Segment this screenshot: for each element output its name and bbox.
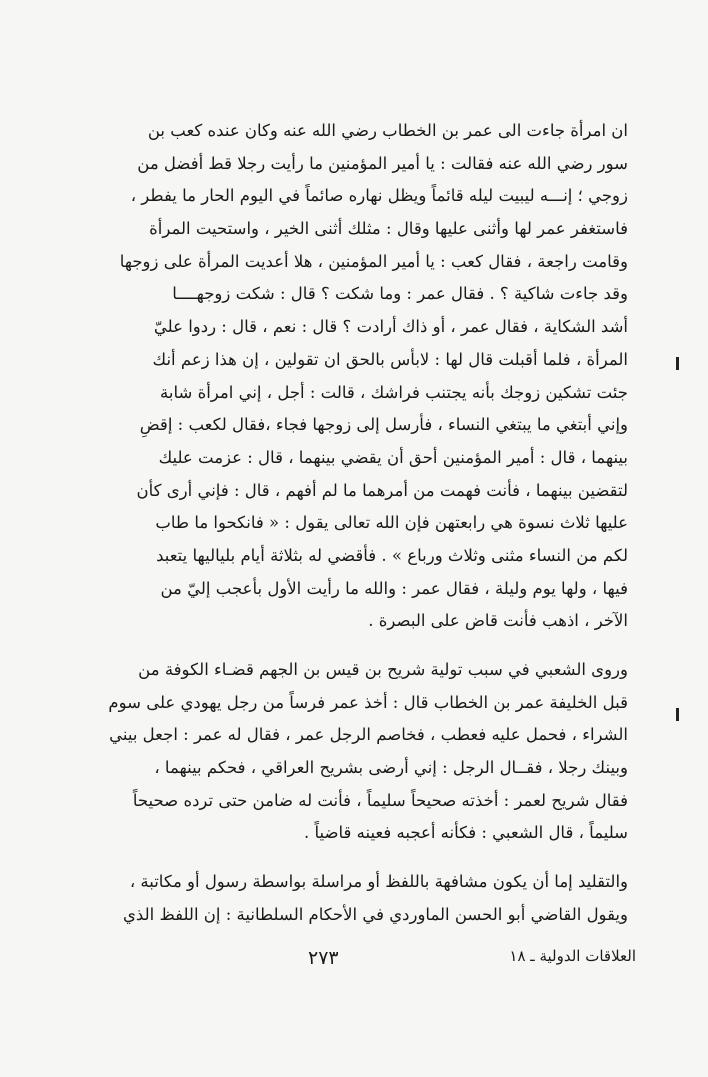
text-line: عليها ثلاث نسوة هي رابعتهن فإن الله تعالى يقول : « فانكحوا ما طاب <box>155 513 628 533</box>
text-line: جئت تشكين زوجك بأنه يجتنب فراشك ، قالت : أجل ، إني امرأة شابة <box>160 382 628 402</box>
paragraph-gap <box>76 638 628 654</box>
text-line: فقال شريح لعمر : أخذته صحيحاً سليماً ، فأنت له ضامن حتى ترده صحيحاً <box>132 790 628 810</box>
text-line: سور رضي الله عنه فقالت : يا أمير المؤمنين ما رأيت رجلا قط أفضل من <box>137 153 628 173</box>
scan-mark <box>676 708 679 721</box>
text-line: سليماً ، قال الشعبي : فكأنه أعجبه فعينه قاضياً . <box>303 823 628 843</box>
paragraph <box>76 654 628 850</box>
text-line: ويقول القاضي أبو الحسن الماوردي في الأحكام السلطانية : إن اللفظ الذي <box>123 904 628 924</box>
text-line: وروى الشعبي في سبب تولية شريح بن قيس بن الجهم قضـاء الكوفة من <box>138 660 628 679</box>
page-number: ٢٧٣ <box>308 947 339 969</box>
text-line: الآخر ، اذهب فأنت قاض على البصرة . <box>368 611 628 631</box>
text-line: فاستغفر عمر لها وأثنى عليها وقال : مثلك أثنى الخير ، واستحيت المرأة <box>149 219 628 239</box>
paragraph <box>76 115 628 638</box>
text-line: لكم من النساء مثنى وثلاث ورباع » . فأقضي له بثلاثة أيام بلياليها يتعبد <box>156 545 628 565</box>
text-line: وقد جاءت شاكية ؟ . فقال عمر : وما شكت ؟ قال : شكت زوجهــــا <box>172 284 628 304</box>
text-line: قبل الخليفة عمر بن الخطاب قال : أخذ عمر فرساً من رجل يهودي على سوم <box>108 692 628 712</box>
page-footer <box>76 947 636 973</box>
text-line: أشد الشكاية ، فقال عمر ، أو ذاك أرادت ؟ قال : نعم ، قال : ردوا عليّ <box>153 317 628 337</box>
paragraph-gap <box>76 850 628 866</box>
text-line: وبينك رجلا ، فقــال الرجل : إني أرضى بشريح العراقي ، فحكم بينهما ، <box>154 758 628 778</box>
text-line: والتقليد إما أن يكون مشافهة باللفظ أو مراسلة بواسطة رسول أو مكاتبة ، <box>129 872 628 892</box>
text-line: وقامت راجعة ، فقال كعب : يا أمير المؤمنين ، هلا أعديت المرأة على زوجها <box>119 251 628 271</box>
text-line: المرأة ، فلما أقبلت قال لها : لابأس بالحق ان تقولين ، إن هذا زعم أنك <box>152 349 628 369</box>
paragraph <box>76 866 628 931</box>
text-line: وإني أبتغي ما يبتغي النساء ، فأرسل إلى زوجها فجاء ،فقال لكعب : إقضِ <box>139 415 628 435</box>
text-line: زوجي ؛ إنـــه ليبيت ليله قائماً ويظل نهاره صائماً في اليوم الحار ما يفطر ، <box>130 186 628 206</box>
scan-mark <box>676 357 679 370</box>
text-line: فيها ، ولها يوم وليلة ، فقال عمر : والله ما رأيت الأول بأعجب إليّ من <box>160 578 628 598</box>
running-footer-title: العلاقات الدولية ـ ١٨ <box>509 947 636 965</box>
text-line: ان امرأة جاءت الى عمر بن الخطاب رضي الله عنه وكان عنده كعب بن <box>147 121 628 140</box>
text-line: لتقضين بينهما ، فأنت فهمت من أمرهما ما لم أفهم ، قال : فإني أرى كأن <box>136 480 628 500</box>
text-line: الشراء ، فحمل عليه فعطب ، فخاصم الرجل عمر ، فقال له عمر : اجعل بيني <box>109 725 628 745</box>
page-body <box>76 115 628 932</box>
text-line: بينهما ، قال : أمير المؤمنين أحق أن يقضي بينهما ، قال : عزمت عليك <box>158 447 628 467</box>
